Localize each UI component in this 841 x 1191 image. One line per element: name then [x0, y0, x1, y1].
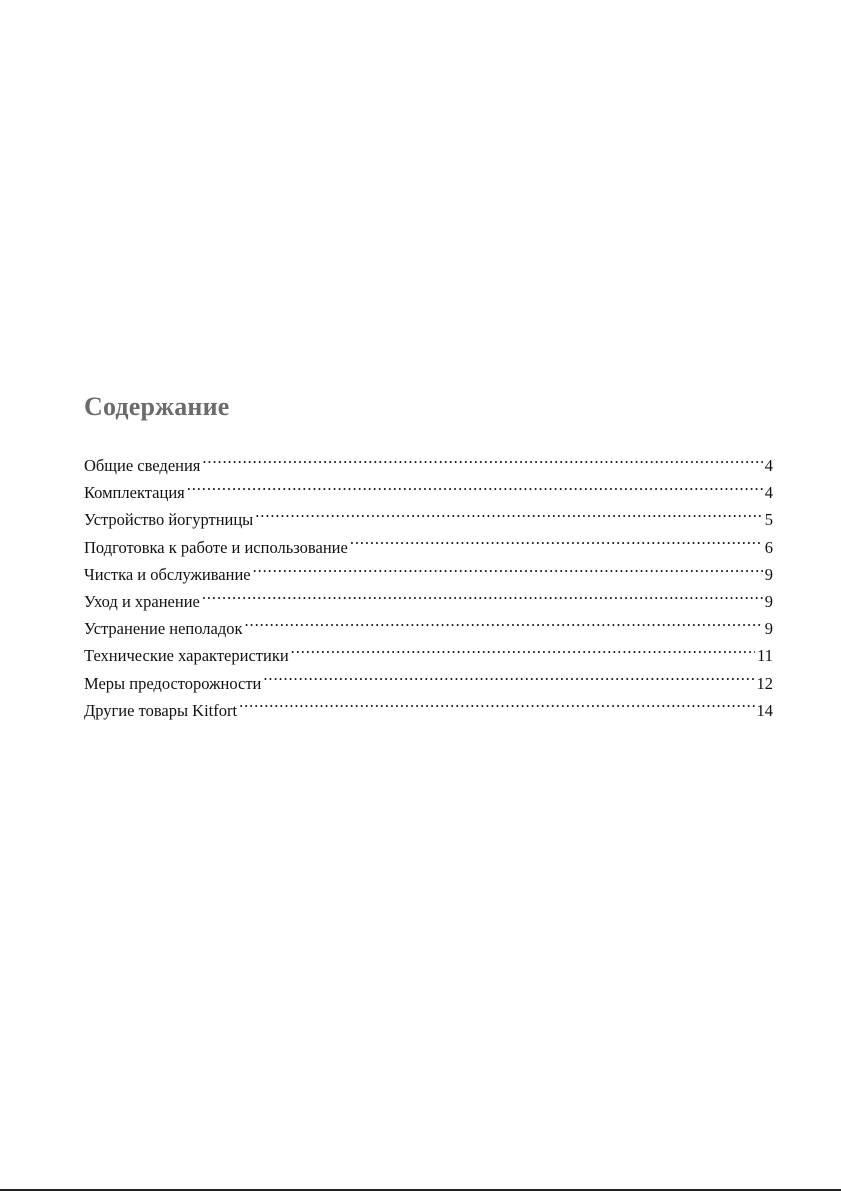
toc-dot-leader — [253, 563, 763, 580]
toc-entry-safety-precautions[interactable] — [84, 670, 773, 697]
table-of-contents — [84, 452, 773, 724]
toc-entry-label: Меры предосторожности — [84, 673, 262, 693]
toc-entry-general-info[interactable] — [84, 452, 773, 479]
toc-entry-page: 9 — [764, 591, 773, 611]
toc-entry-label: Чистка и обслуживание — [84, 564, 251, 584]
toc-dot-leader — [202, 590, 763, 607]
toc-entry-label: Технические характеристики — [84, 646, 289, 666]
toc-entry-page: 9 — [764, 564, 773, 584]
toc-entry-label: Другие товары Kitfort — [84, 700, 238, 720]
toc-entry-label: Комплектация — [84, 483, 185, 503]
toc-entry-page: 11 — [757, 646, 773, 666]
toc-dot-leader — [239, 699, 754, 716]
toc-entry-preparation-usage[interactable] — [84, 534, 773, 561]
toc-entry-page: 5 — [764, 510, 773, 530]
toc-title: Содержание — [84, 392, 230, 421]
toc-entry-label: Подготовка к работе и использование — [84, 537, 348, 557]
toc-dot-leader — [350, 536, 763, 553]
toc-dot-leader — [187, 482, 763, 499]
toc-dot-leader — [255, 509, 762, 526]
toc-entry-page: 9 — [764, 619, 773, 639]
toc-entry-page: 6 — [764, 537, 773, 557]
toc-dot-leader — [263, 672, 754, 689]
toc-entry-troubleshooting[interactable] — [84, 615, 773, 642]
toc-entry-page: 12 — [756, 673, 773, 693]
toc-entry-specifications[interactable] — [84, 642, 773, 669]
toc-entry-label: Общие сведения — [84, 456, 201, 475]
toc-entry-cleaning-maintenance[interactable] — [84, 561, 773, 588]
toc-entry-package-contents[interactable] — [84, 479, 773, 506]
toc-entry-label: Устранение неполадок — [84, 619, 243, 639]
toc-dot-leader — [202, 455, 762, 472]
toc-entry-page: 14 — [756, 700, 773, 720]
toc-entry-label: Уход и хранение — [84, 591, 200, 611]
toc-entry-page: 4 — [764, 483, 773, 503]
toc-entry-label: Устройство йогуртницы — [84, 510, 254, 530]
toc-entry-device-layout[interactable] — [84, 506, 773, 533]
toc-entry-page: 4 — [764, 456, 773, 475]
toc-entry-other-products[interactable] — [84, 697, 773, 724]
toc-dot-leader — [245, 618, 763, 635]
toc-dot-leader — [291, 645, 755, 662]
toc-entry-care-storage[interactable] — [84, 588, 773, 615]
